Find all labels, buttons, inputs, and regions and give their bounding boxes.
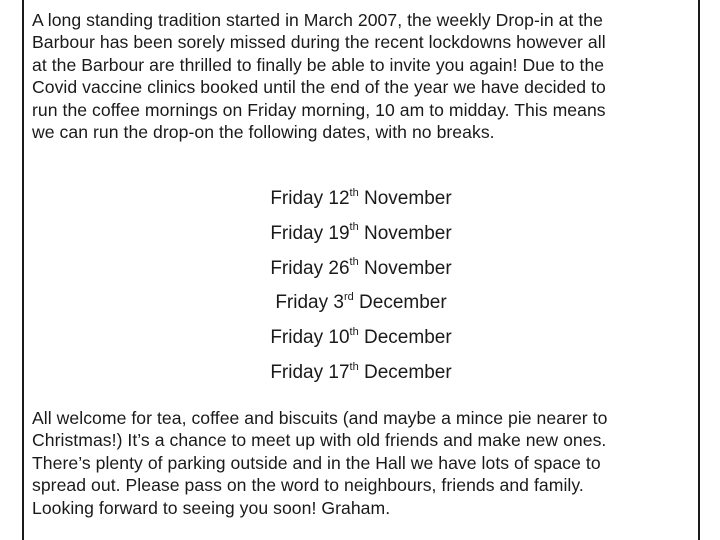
date-list xyxy=(22,182,700,391)
date-item: Friday 26th November xyxy=(270,256,452,279)
intro-line: Barbour has been sorely missed during the recent lockdowns however all xyxy=(32,32,606,53)
intro-line: Covid vaccine clinics booked until the end of the year we have decided to xyxy=(32,77,606,98)
intro-paragraph xyxy=(32,9,708,143)
closing-line: All welcome for tea, coffee and biscuits (and maybe a mince pie nearer to xyxy=(32,408,608,428)
intro-line: run the coffee mornings on Friday morning, 10 am to midday. This means xyxy=(32,99,606,120)
date-item: Friday 3rd December xyxy=(275,291,447,314)
closing-line: Christmas!) It’s a chance to meet up with old friends and make new ones. xyxy=(32,430,607,451)
closing-line: Looking forward to seeing you soon! Graham. xyxy=(32,497,391,518)
intro-line: we can run the drop-on the following dates, with no breaks. xyxy=(32,122,495,143)
closing-paragraph xyxy=(32,407,708,519)
closing-line: There’s plenty of parking outside and in the Hall we have lots of space to xyxy=(32,452,601,473)
closing-line: spread out. Please pass on the word to neighbours, friends and family. xyxy=(32,475,584,496)
date-item: Friday 17th December xyxy=(270,360,452,383)
date-item: Friday 12th November xyxy=(270,186,452,209)
date-item: Friday 19th November xyxy=(270,221,452,244)
intro-line: at the Barbour are thrilled to finally be able to invite you again! Due to the xyxy=(32,54,605,75)
date-item: Friday 10th December xyxy=(270,325,452,349)
intro-line: A long standing tradition started in March 2007, the weekly Drop-in at the xyxy=(32,10,603,30)
